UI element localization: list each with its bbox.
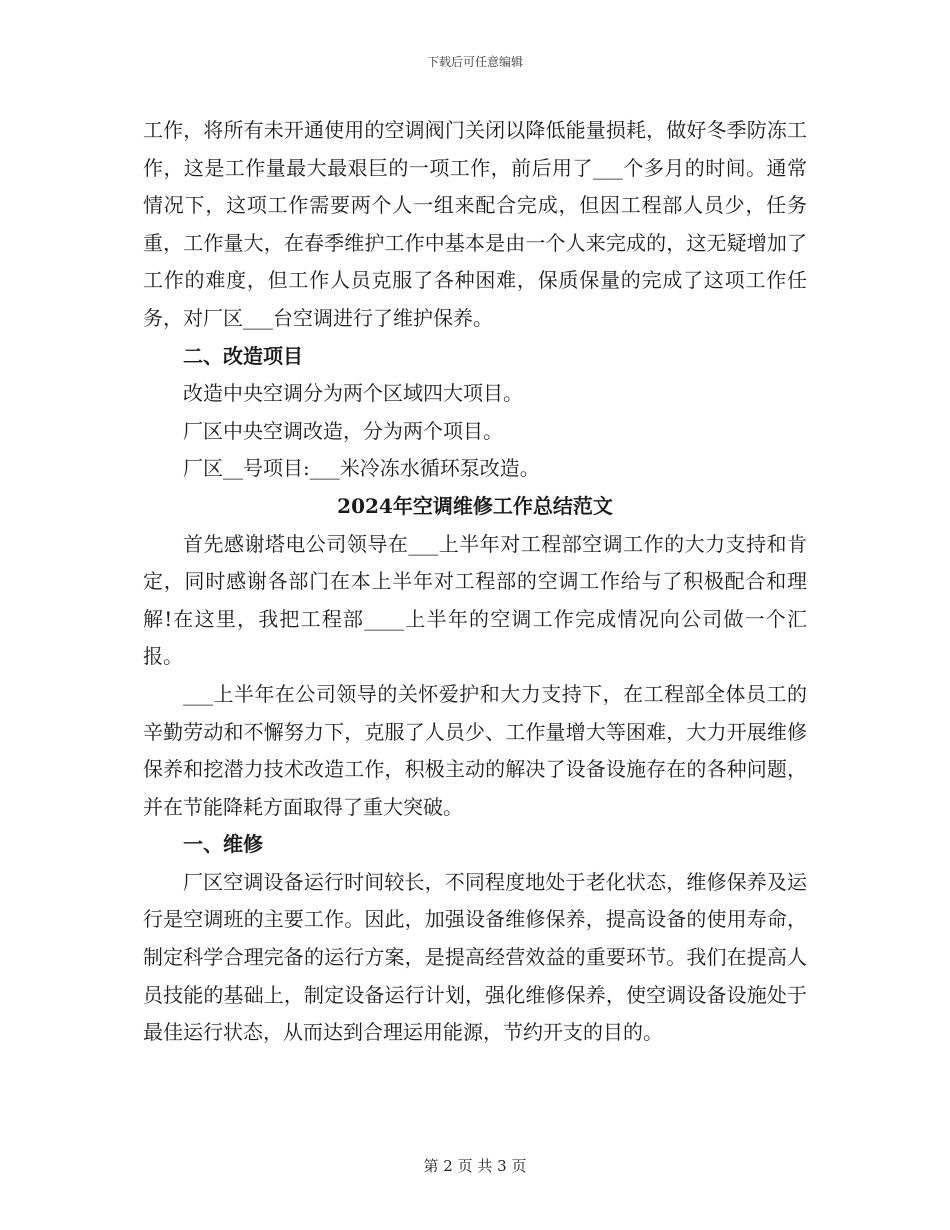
paragraph-continuation: 工作，将所有未开通使用的空调阀门关闭以降低能量损耗，做好冬季防冻工作，这是工作量最大最艰巨的一项工作，前后用了___个多月的时间。通常情况下，这项工作需要两个人一组来配合完成，但因工程部人员少，任务重，工作量大，在春季维护工作中基本是由一个人来完成的，这无疑增加了工作的难度，但工作人员克服了各种困难，保质保量的完成了这项工作任务，对厂区___台空调进行了维护保养。 — [143, 118, 807, 330]
page-header: 下载后可任意编辑 — [426, 55, 523, 69]
section-heading-renovation: 二、改造项目 — [183, 343, 303, 368]
paragraph: 厂区__号项目:___米冷冻水循环泵改造。 — [183, 456, 540, 481]
paragraph: 改造中央空调分为两个区域四大项目。 — [183, 381, 523, 406]
paragraph: 首先感谢塔电公司领导在___上半年对工程部空调工作的大力支持和肯定，同时感谢各部门在本上半年对工程部的空调工作给与了积极配合和理解!在这里，我把工程部____上半年的空调工作完成情况向公司做一个汇报。 — [143, 531, 807, 669]
paragraph: 厂区中央空调改造，分为两个项目。 — [183, 418, 503, 443]
document-title: 2024年空调维修工作总结范文 — [337, 493, 613, 518]
document-body — [143, 112, 807, 1052]
section-heading-maintenance: 一、维修 — [183, 832, 263, 857]
paragraph: ___上半年在公司领导的关怀爱护和大力支持下，在工程部全体员工的辛勤劳动和不懈努力下，克服了人员少、工作量增大等困难，大力开展维修保养和挖潜力技术改造工作，积极主动的解决了设备设施存在的各种问题，并在节能降耗方面取得了重大突破。 — [143, 681, 807, 819]
page-footer: 第 2 页 共 3 页 — [423, 1157, 527, 1175]
paragraph: 厂区空调设备运行时间较长，不同程度地处于老化状态，维修保养及运行是空调班的主要工作。因此，加强设备维修保养，提高设备的使用寿命，制定科学合理完备的运行方案，是提高经营效益的重要环节。我们在提高人员技能的基础上，制定设备运行计划，强化维修保养，使空调设备设施处于最佳运行状态，从而达到合理运用能源，节约开支的目的。 — [143, 869, 807, 1045]
